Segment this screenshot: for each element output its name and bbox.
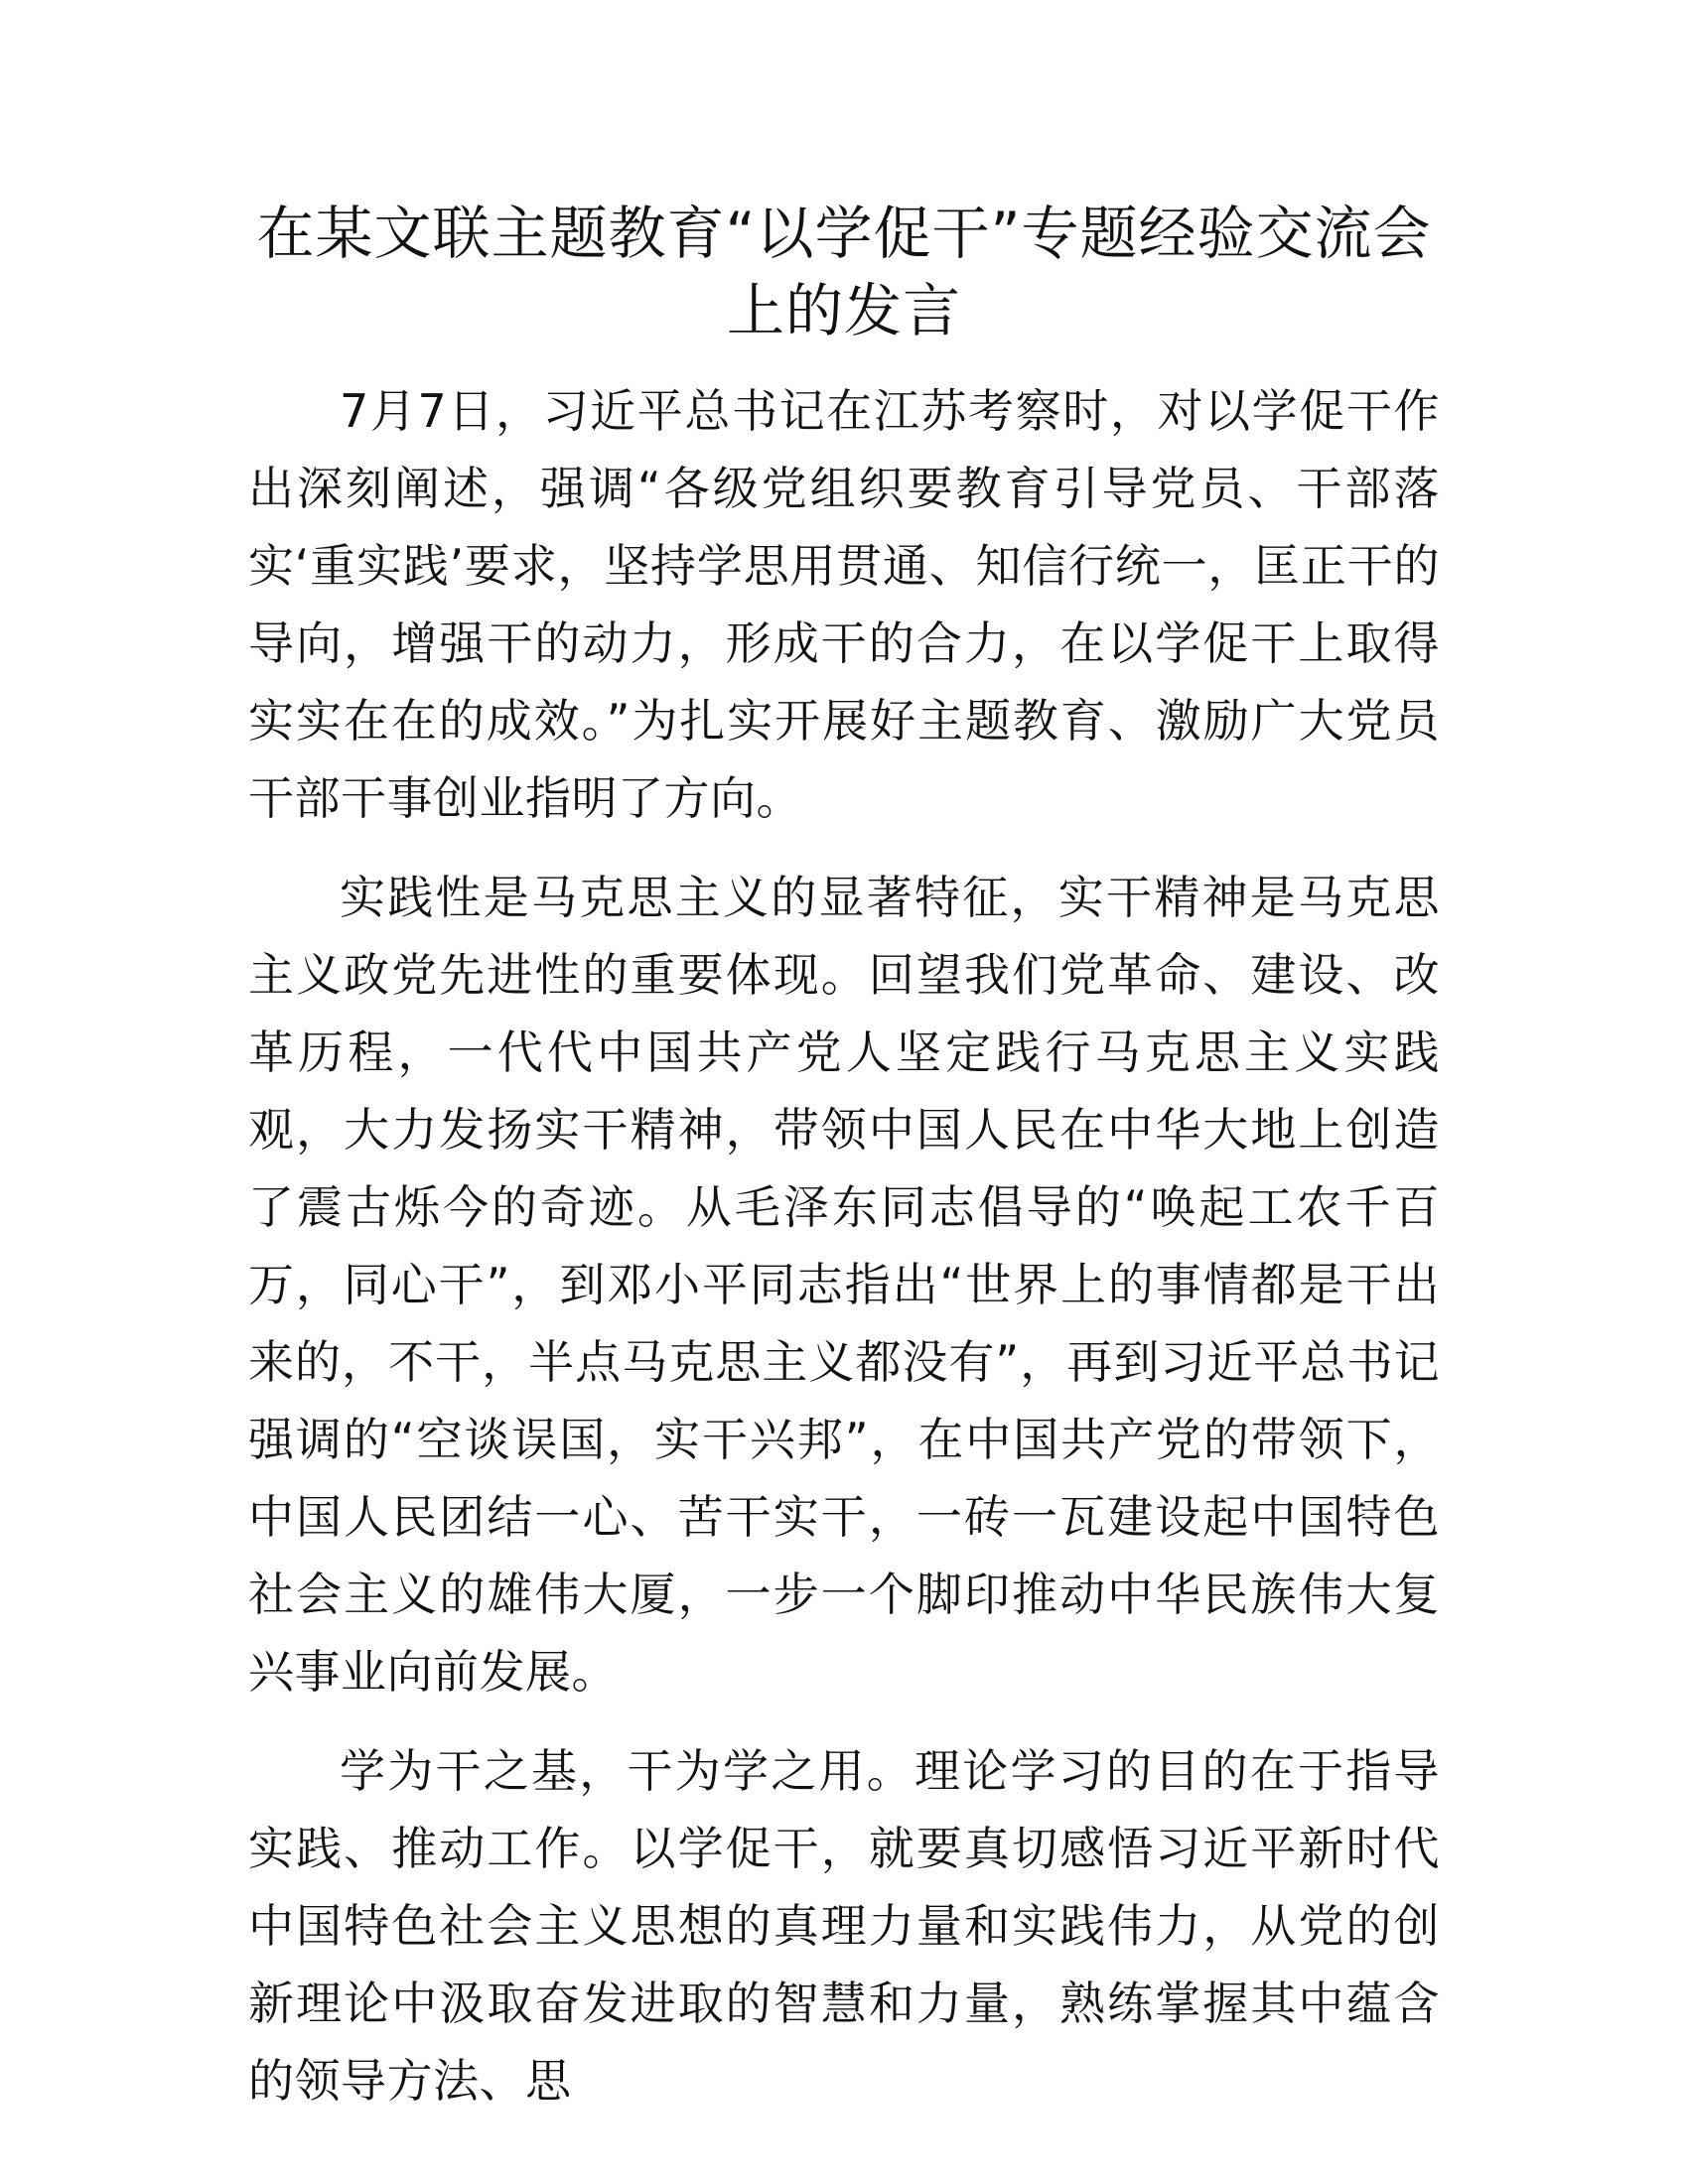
paragraph-1: 7月7日，习近平总书记在江苏考察时，对以学促干作出深刻阐述，强调“各级党组织要教育引导党员、干部落实‘重实践’要求，坚持学思用贯通、知信行统一，匡正干的导向，增强干的动力，形成干的合力，在以学促干上取得实实在在的成效。”为扎实开展好主题教育、激励广大党员干部干事创业指明了方向。 (248, 384, 1440, 825)
paragraph-3: 学为干之基，干为学之用。理论学习的目的在于指导实践、推动工作。以学促干，就要真切感悟习近平新时代中国特色社会主义思想的真理力量和实践伟力，从党的创新理论中汲取奋发进取的智慧和力量，熟练掌握其中蕴含的领导方法、思 (248, 1744, 1440, 2108)
document-title: 在某文联主题教育“以学促干”专题经验交流会上的发言 (256, 200, 1432, 344)
document-body (248, 372, 1440, 2141)
paragraph-2: 实践性是马克思主义的显著特征，实干精神是马克思主义政党先进性的重要体现。回望我们党革命、建设、改革历程，一代代中国共产党人坚定践行马克思主义实践观，大力发扬实干精神，带领中国人民在中华大地上创造了震古烁今的奇迹。从毛泽东同志倡导的“唤起工农千百万，同心干”，到邓小平同志指出“世界上的事情都是干出来的，不干，半点马克思主义都没有”，再到习近平总书记强调的“空谈误国，实干兴邦”，在中国共产党的带领下，中国人民团结一心、苦干实干，一砖一瓦建设起中国特色社会主义的雄伟大厦，一步一个脚印推动中华民族伟大复兴事业向前发展。 (248, 871, 1440, 1699)
